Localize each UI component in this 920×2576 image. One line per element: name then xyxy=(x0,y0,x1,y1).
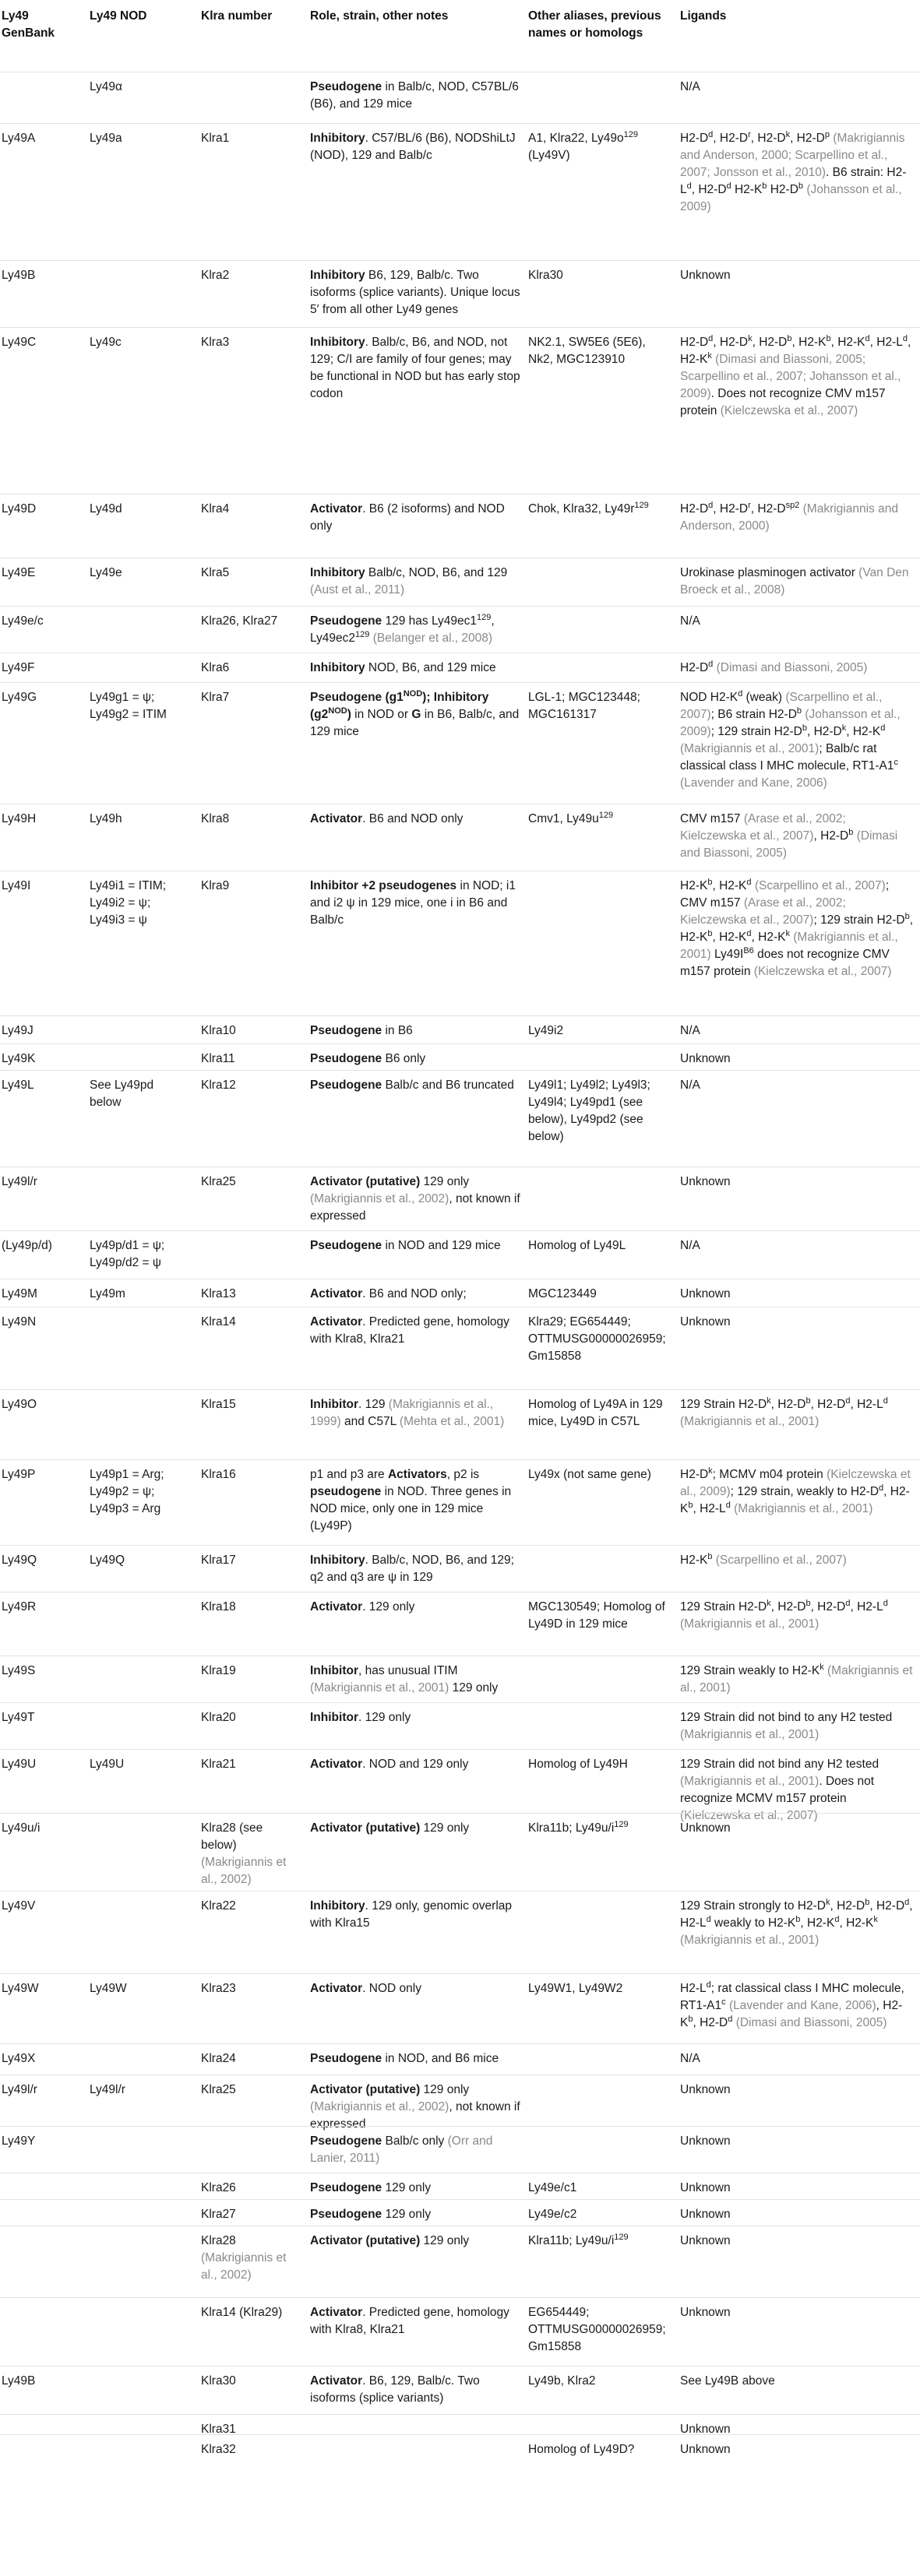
cell-genbank: Ly49V xyxy=(2,1899,36,1913)
cell-klra: Klra19 xyxy=(201,1664,236,1677)
table-row xyxy=(0,1749,920,1822)
header-role: Role, strain, other notes xyxy=(310,9,449,23)
cell-genbank: Ly49u/i xyxy=(2,1821,41,1835)
citation: (Dimasi and Biassoni, 2005; Scarpellino et al., 2007; Johansson et al., 2009) xyxy=(680,353,904,400)
cell-ligands: 129 Strain weakly to $H2-K^k$ (Makrigiannis et al., 2001) xyxy=(680,1662,916,1694)
cell-genbank: Ly49A xyxy=(2,132,36,145)
table-row xyxy=(0,2414,920,2435)
cell-klra: Klra25 xyxy=(201,1175,236,1188)
cell-klra: Klra32 xyxy=(201,2443,236,2456)
cell-klra: Klra9 xyxy=(201,879,230,892)
table-row xyxy=(0,1279,920,1307)
cell-role: Inhibitory. C57/BL/6 (B6), NODShiLtJ (NOD), 129 and Balb/c xyxy=(310,132,519,162)
cell-ligands: 129 Strain $H2-D^k$, $H2-D^b$, $H2-D^d$, $H2-L^d$ (Makrigiannis et al., 2001) xyxy=(680,1395,888,1428)
table-row xyxy=(0,2366,920,2415)
header-klra: Klra number xyxy=(201,9,273,23)
cell-genbank: Ly49M xyxy=(2,1287,37,1300)
header-nod: Ly49 NOD xyxy=(90,9,147,23)
cell-role: Inhibitory B6, 129, Balb/c. Two isoforms (splice variants). Unique locus 5′ from all other Ly49 genes xyxy=(310,269,523,316)
cell-genbank: Ly49S xyxy=(2,1664,36,1677)
table-row xyxy=(0,2226,920,2298)
cell-genbank: Ly49T xyxy=(2,1711,35,1724)
table-row xyxy=(0,2075,920,2131)
table-row xyxy=(0,1070,920,1167)
citation: (Van Den Broeck et al., 2008) xyxy=(680,566,912,596)
cell-klra: Klra24 xyxy=(201,2052,236,2065)
citation: (Makrigiannis et al., 2001) xyxy=(734,1502,873,1515)
cell-nod: Ly49W xyxy=(90,1982,127,1995)
cell-genbank: Ly49J xyxy=(2,1024,33,1037)
cell-aliases: Homolog of Ly49A in 129 mice, Ly49D in C57L xyxy=(528,1398,666,1428)
citation: (Makrigiannis and Anderson, 2000; Scarpellino et al., 2007; Jonsson et al., 2010) xyxy=(680,132,908,179)
cell-aliases: Ly49e/c1 xyxy=(528,2181,577,2194)
cell-klra: Klra18 xyxy=(201,1600,236,1614)
table-row xyxy=(0,2199,920,2226)
cell-klra: Klra3 xyxy=(201,336,230,349)
cell-klra: Klra5 xyxy=(201,566,230,579)
cell-ligands: Unknown xyxy=(680,2306,731,2319)
cell-ligands: Unknown xyxy=(680,1175,731,1188)
table-row xyxy=(0,1702,920,1750)
citation: (Makrigiannis et al., 2001) xyxy=(680,1934,820,1947)
cell-aliases: Klra11b; $Ly49u/i^{129}$ xyxy=(528,2232,629,2247)
citation: (Lavender and Kane, 2006) xyxy=(680,776,827,790)
cell-role: Activator. Predicted gene, homology with Klra8, Klra21 xyxy=(310,1315,513,1346)
cell-ligands: $H2-D^d$ (Dimasi and Biassoni, 2005) xyxy=(680,659,868,674)
table-row xyxy=(0,1891,920,1974)
cell-ligands: $H2-L^d$; rat classical class I MHC molecule, RT1-A1$^c$ (Lavender and Kane, 2006), $H2-K^b$, $H2-D^d$ (Dimasi and Biassoni, 2005) xyxy=(680,1980,908,2029)
cell-nod: See Ly49pd below xyxy=(90,1079,157,1109)
cell-nod: Ly49d xyxy=(90,502,122,516)
cell-role: p1 and p3 are Activators, p2 is pseudogene in NOD. Three genes in NOD mice, only one in 129 mice (Ly49P) xyxy=(310,1468,515,1533)
cell-role: Activator (putative) 129 only xyxy=(310,2234,470,2247)
cell-genbank: (Ly49p/d) xyxy=(2,1239,52,1252)
table-row xyxy=(0,804,920,871)
cell-klra: Klra6 xyxy=(201,661,230,674)
cell-aliases: Chok, Klra32, $Ly49r^{129}$ xyxy=(528,500,649,516)
citation: (Makrigiannis et al., 2001) xyxy=(680,1775,820,1788)
cell-nod: Ly49p1 = Arg; Ly49p2 = ψ; Ly49p3 = Arg xyxy=(90,1468,167,1515)
cell-genbank: Ly49B xyxy=(2,2374,36,2388)
citation: (Mehta et al., 2001) xyxy=(399,1415,505,1428)
cell-role: Inhibitory. Balb/c, NOD, B6, and 129; q2 and q3 are ψ in 129 xyxy=(310,1554,518,1584)
cell-aliases: EG654449; OTTMUSG00000026959; Gm15858 xyxy=(528,2306,669,2353)
cell-genbank: Ly49Q xyxy=(2,1554,37,1567)
cell-klra: Klra14 (Klra29) xyxy=(201,2306,283,2319)
cell-role: Pseudogene $(g1^{NOD})$; Inhibitory $(g2^{NOD})$ in NOD or G in B6, Balb/c, and 129 mice xyxy=(310,688,523,738)
table-row xyxy=(0,1015,920,1044)
citation: (Kielczewska et al., 2009) xyxy=(680,1468,915,1498)
header-ligands: Ligands xyxy=(680,9,727,23)
cell-genbank: Ly49G xyxy=(2,691,37,704)
cell-nod: Ly49i1 = ITIM; Ly49i2 = ψ; Ly49i3 = ψ xyxy=(90,879,170,927)
cell-klra: Klra25 xyxy=(201,2083,236,2096)
citation: (Aust et al., 2011) xyxy=(310,583,405,596)
table-row xyxy=(0,1389,920,1460)
citation: (Kielczewska et al., 2007) xyxy=(720,404,858,417)
header-genbank: Ly49 GenBank xyxy=(2,9,55,40)
citation: (Orr and Lanier, 2011) xyxy=(310,2134,496,2165)
cell-aliases: NK2.1, SW5E6 (5E6), Nk2, MGC123910 xyxy=(528,336,650,366)
cell-aliases: Klra29; EG654449; OTTMUSG00000026959; Gm15858 xyxy=(528,1315,669,1363)
cell-ligands: Unknown xyxy=(680,1287,731,1300)
cell-aliases: MGC123449 xyxy=(528,1287,597,1300)
table-row xyxy=(0,1656,920,1703)
citation: (Makrigiannis et al., 2001) xyxy=(310,1681,449,1694)
cell-ligands: N/A xyxy=(680,614,700,628)
cell-genbank: Ly49Y xyxy=(2,2134,36,2148)
cell-ligands: Unknown xyxy=(680,2083,731,2096)
cell-nod: Ly49a xyxy=(90,132,122,145)
cell-aliases: Ly49e/c2 xyxy=(528,2208,577,2221)
cell-genbank: Ly49l/r xyxy=(2,2083,37,2096)
cell-aliases: Klra30 xyxy=(528,269,563,282)
cell-klra: Klra10 xyxy=(201,1024,236,1037)
citation: (Scarpellino et al., 2007) xyxy=(715,1554,847,1567)
table-row xyxy=(0,682,920,804)
cell-klra: Klra26, Klra27 xyxy=(201,614,278,628)
cell-klra: Klra26 xyxy=(201,2181,236,2194)
cell-nod: Ly49l/r xyxy=(90,2083,125,2096)
cell-ligands: N/A xyxy=(680,2052,700,2065)
cell-genbank: Ly49l/r xyxy=(2,1175,37,1188)
cell-role: Inhibitor, has unusual ITIM (Makrigiannis et al., 2001) 129 only xyxy=(310,1664,499,1694)
table-row xyxy=(0,1043,920,1071)
cell-klra: Klra2 xyxy=(201,269,230,282)
citation: (Kielczewska et al., 2007) xyxy=(680,1809,818,1822)
cell-ligands: Unknown xyxy=(680,269,731,282)
cell-klra: Klra16 xyxy=(201,1468,236,1481)
cell-ligands: Unknown xyxy=(680,2423,731,2436)
citation: (Kielczewska et al., 2007) xyxy=(753,965,892,978)
cell-role: Activator. NOD only xyxy=(310,1982,421,1995)
cell-ligands: Unknown xyxy=(680,2134,731,2148)
cell-klra: Klra30 xyxy=(201,2374,236,2388)
table-row xyxy=(0,260,920,328)
cell-aliases: Cmv1, $Ly49u^{129}$ xyxy=(528,810,614,825)
citation: (Makrigiannis et al., 2001) xyxy=(680,1664,916,1694)
cell-ligands: 129 Strain did not bind any H2 tested (Makrigiannis et al., 2001). Does not recognize MCMV m157 protein (Kielczewska et al., 2007) xyxy=(680,1758,883,1822)
table-row xyxy=(0,1230,920,1279)
cell-ligands: $H2-D^d$, $H2-D^r$, $H2-D^{sp2}$ (Makrigiannis and Anderson, 2000) xyxy=(680,500,901,533)
cell-aliases: Ly49b, Klra2 xyxy=(528,2374,596,2388)
citation: (Makrigiannis et al., 2001) xyxy=(680,1728,820,1741)
cell-klra: Klra13 xyxy=(201,1287,236,1300)
citation: (Makrigiannis et al., 2002) xyxy=(310,2100,449,2113)
cell-klra: Klra1 xyxy=(201,132,230,145)
cell-genbank: Ly49B xyxy=(2,269,36,282)
cell-role: Pseudogene in NOD, and B6 mice xyxy=(310,2052,499,2065)
cell-klra: Klra28 (Makrigiannis et al., 2002) xyxy=(201,2234,290,2282)
table-row xyxy=(0,653,920,683)
citation: (Makrigiannis et al., 2002) xyxy=(201,1856,290,1886)
cell-aliases: Ly49W1, Ly49W2 xyxy=(528,1982,623,1995)
cell-genbank: Ly49H xyxy=(2,812,37,825)
cell-ligands: N/A xyxy=(680,1024,700,1037)
table-row xyxy=(0,123,920,261)
citation: (Arase et al., 2002; Kielczewska et al., 2007) xyxy=(680,812,850,843)
cell-nod: Ly49p/d1 = ψ; Ly49p/d2 = ψ xyxy=(90,1239,168,1269)
cell-genbank: Ly49E xyxy=(2,566,36,579)
citation: (Dimasi and Biassoni, 2005) xyxy=(680,829,901,860)
citation: (Makrigiannis et al., 2001) xyxy=(680,1415,820,1428)
cell-klra: Klra15 xyxy=(201,1398,236,1411)
cell-nod: Ly49h xyxy=(90,812,122,825)
citation: (Scarpellino et al., 2007) xyxy=(680,691,886,721)
cell-role: Activator. Predicted gene, homology with Klra8, Klra21 xyxy=(310,2306,513,2336)
cell-genbank: Ly49X xyxy=(2,2052,36,2065)
citation: (Makrigiannis et al., 2001) xyxy=(680,1617,820,1631)
cell-role: Activator (putative) 129 only (Makrigiannis et al., 2002), not known if expressed xyxy=(310,1175,523,1223)
cell-ligands: NOD $H2-K^d$ (weak) (Scarpellino et al., 2007); B6 strain $H2-D^b$ (Johansson et al., 2009); 129 strain $H2-D^b$, $H2-D^k$, $H2-K^d$ (Makrigiannis et al., 2001); Balb/c rat classical class I MHC molecule, RT1-A1$^c$ (Lavender and Kane, 2006) xyxy=(680,688,904,790)
cell-klra: Klra21 xyxy=(201,1758,236,1771)
cell-ligands: Unknown xyxy=(680,2208,731,2221)
cell-role: Inhibitory. Balb/c, B6, and NOD, not 129; C/I are family of four genes; may be functional in NOD but has early stop codon xyxy=(310,336,523,400)
citation: (Belanger et al., 2008) xyxy=(372,632,493,645)
cell-role: Activator. NOD and 129 only xyxy=(310,1758,469,1771)
citation: (Makrigiannis et al., 2001) xyxy=(680,742,820,755)
cell-klra: Klra31 xyxy=(201,2423,236,2436)
cell-aliases: Ly49x (not same gene) xyxy=(528,1468,651,1481)
cell-ligands: $H2-K^b$ (Scarpellino et al., 2007) xyxy=(680,1551,847,1567)
cell-role: Activator (putative) 129 only xyxy=(310,1821,470,1835)
cell-role: Pseudogene B6 only xyxy=(310,1052,426,1065)
cell-genbank: Ly49W xyxy=(2,1982,39,1995)
cell-role: Pseudogene 129 has $Ly49ec1^{129}$, $Ly49ec2^{129}$ (Belanger et al., 2008) xyxy=(310,612,498,645)
cell-klra: Klra17 xyxy=(201,1554,236,1567)
cell-genbank: Ly49L xyxy=(2,1079,34,1092)
cell-ligands: 129 Strain strongly to $H2-D^k$, $H2-D^b$, $H2-D^d$, $H2-L^d$ weakly to $H2-K^b$, $H2-K^d$, $H2-K^k$ (Makrigiannis et al., 2001) xyxy=(680,1897,916,1947)
cell-genbank: Ly49I xyxy=(2,879,31,892)
table-row xyxy=(0,1545,920,1592)
cell-genbank: Ly49D xyxy=(2,502,37,516)
table-row xyxy=(0,2434,920,2463)
cell-genbank: Ly49U xyxy=(2,1758,37,1771)
cell-aliases: Homolog of Ly49H xyxy=(528,1758,628,1771)
cell-genbank: Ly49F xyxy=(2,661,35,674)
cell-ligands: See Ly49B above xyxy=(680,2374,775,2388)
citation: (Dimasi and Biassoni, 2005) xyxy=(716,661,868,674)
cell-nod: Ly49m xyxy=(90,1287,125,1300)
table-row xyxy=(0,2297,920,2367)
cell-nod: Ly49g1 = ψ; Ly49g2 = ITIM xyxy=(90,691,167,721)
table-row xyxy=(0,2173,920,2200)
table-header xyxy=(0,0,920,72)
cell-aliases: LGL-1; MGC123448; MGC161317 xyxy=(528,691,644,721)
cell-role: Pseudogene in B6 xyxy=(310,1024,413,1037)
cell-role: Pseudogene 129 only xyxy=(310,2181,432,2194)
table-row xyxy=(0,2043,920,2075)
table-row xyxy=(0,871,920,1016)
cell-aliases: MGC130549; Homolog of Ly49D in 129 mice xyxy=(528,1600,669,1631)
cell-ligands: Urokinase plasminogen activator (Van Den Broeck et al., 2008) xyxy=(680,566,912,596)
cell-nod: Ly49Q xyxy=(90,1554,125,1567)
cell-nod: Ly49U xyxy=(90,1758,125,1771)
cell-ligands: Unknown xyxy=(680,1821,731,1835)
cell-klra: Klra14 xyxy=(201,1315,236,1328)
cell-ligands: CMV m157 (Arase et al., 2002; Kielczewska et al., 2007), $H2-D^b$ (Dimasi and Biassoni, 2005) xyxy=(680,812,901,860)
cell-klra: Klra27 xyxy=(201,2208,236,2221)
table-row xyxy=(0,1307,920,1390)
cell-aliases: A1, Klra22, $Ly49o^{129}$ (Ly49V) xyxy=(528,129,642,162)
citation: (Makrigiannis et al., 2002) xyxy=(201,2251,290,2282)
cell-klra: Klra20 xyxy=(201,1711,236,1724)
citation: (Makrigiannis et al., 1999) xyxy=(310,1398,497,1428)
cell-ligands: $H2-D^k$; MCMV m04 protein (Kielczewska et al., 2009); 129 strain, weakly to $H2-D^d$, $H2-K^b$, $H2-L^d$ (Makrigiannis et al., 2001) xyxy=(680,1466,915,1515)
citation: (Dimasi and Biassoni, 2005) xyxy=(735,2016,887,2029)
cell-ligands: Unknown xyxy=(680,1315,731,1328)
cell-genbank: Ly49O xyxy=(2,1398,37,1411)
cell-ligands: $H2-D^d$, $H2-D^r$, $H2-D^k$, $H2-D^p$ (Makrigiannis and Anderson, 2000; Scarpellino et al., 2007; Jonsson et al., 2010). B6 strain: $H2-L^d$, $H2-D^d$ $H2-K^b$ $H2-D^b$ (Johansson et al., 2009) xyxy=(680,129,908,213)
cell-role: Activator. B6 (2 isoforms) and NOD only xyxy=(310,502,509,533)
cell-role: Activator. 129 only xyxy=(310,1600,415,1614)
cell-klra: Klra4 xyxy=(201,502,230,516)
cell-role: Inhibitory. 129 only, genomic overlap with Klra15 xyxy=(310,1899,516,1930)
cell-genbank: Ly49K xyxy=(2,1052,36,1065)
cell-role: Pseudogene in NOD and 129 mice xyxy=(310,1239,501,1252)
cell-nod: Ly49c xyxy=(90,336,122,349)
table-row xyxy=(0,1592,920,1656)
cell-role: Pseudogene Balb/c and B6 truncated xyxy=(310,1079,514,1092)
cell-ligands: Unknown xyxy=(680,2443,731,2456)
citation: (Makrigiannis et al., 2001) xyxy=(680,931,901,961)
table-row xyxy=(0,1973,920,2044)
cell-role: Inhibitory NOD, B6, and 129 mice xyxy=(310,661,496,674)
cell-nod: Ly49α xyxy=(90,80,122,93)
cell-klra: Klra12 xyxy=(201,1079,236,1092)
citation: (Johansson et al., 2009) xyxy=(680,708,904,738)
cell-ligands: N/A xyxy=(680,1079,700,1092)
cell-klra: Klra11 xyxy=(201,1052,235,1065)
citation: (Scarpellino et al., 2007) xyxy=(754,879,886,892)
cell-klra: Klra22 xyxy=(201,1899,236,1913)
table-row xyxy=(0,2126,920,2173)
cell-role: Activator (putative) 129 only (Makrigiannis et al., 2002), not known if expressed xyxy=(310,2083,523,2131)
cell-genbank: Ly49N xyxy=(2,1315,37,1328)
cell-aliases: Ly49i2 xyxy=(528,1024,564,1037)
table-row xyxy=(0,558,920,607)
cell-role: Inhibitor +2 pseudogenes in NOD; i1 and i2 ψ in 129 mice, one i in B6 and Balb/c xyxy=(310,879,520,927)
cell-ligands: N/A xyxy=(680,1239,700,1252)
cell-role: Pseudogene Balb/c only (Orr and Lanier, 2011) xyxy=(310,2134,496,2165)
cell-role: Pseudogene in Balb/c, NOD, C57BL/6 (B6), and 129 mice xyxy=(310,80,523,111)
header-aliases: Other aliases, previous names or homologs xyxy=(528,9,664,40)
cell-klra: Klra28 (see below) (Makrigiannis et al., 2002) xyxy=(201,1821,290,1886)
cell-role: Activator. B6 and NOD only; xyxy=(310,1287,467,1300)
cell-role: Inhibitor. 129 only xyxy=(310,1711,411,1724)
cell-genbank: Ly49R xyxy=(2,1600,37,1614)
cell-role: Pseudogene 129 only xyxy=(310,2208,432,2221)
table-row xyxy=(0,327,920,494)
cell-klra: Klra7 xyxy=(201,691,230,704)
cell-ligands: Unknown xyxy=(680,1052,731,1065)
cell-ligands: Unknown xyxy=(680,2181,731,2194)
citation: (Makrigiannis et al., 2002) xyxy=(310,1192,449,1205)
cell-role: Inhibitory Balb/c, NOD, B6, and 129 (Aust et al., 2011) xyxy=(310,566,511,596)
citation: (Makrigiannis and Anderson, 2000) xyxy=(680,502,901,533)
table-row xyxy=(0,606,920,653)
cell-aliases: Klra11b; $Ly49u/i^{129}$ xyxy=(528,1819,629,1835)
citation: (Lavender and Kane, 2006) xyxy=(728,1999,876,2012)
cell-aliases: Homolog of Ly49L xyxy=(528,1239,626,1252)
cell-ligands: $H2-K^b$, $H2-K^d$ (Scarpellino et al., 2007); CMV m157 (Arase et al., 2002; Kielczewska et al., 2007); 129 strain $H2-D^b$, $H2-K^b$, $H2-K^d$, $H2-K^k$ (Makrigiannis et al., 2001) $Ly49I^{B6}$ does not recognize CMV m157 protein (Kielczewska et al., 2007) xyxy=(680,877,917,978)
citation: (Johansson et al., 2009) xyxy=(680,183,906,213)
cell-role: Activator. B6, 129, Balb/c. Two isoforms (splice variants) xyxy=(310,2374,483,2405)
cell-klra: Klra23 xyxy=(201,1982,236,1995)
cell-ligands: $H2-D^d$, $H2-D^k$, $H2-D^b$, $H2-K^b$, $H2-K^d$, $H2-L^d$, $H2-K^k$ (Dimasi and Biassoni, 2005; Scarpellino et al., 2007; Johansson et al., 2009). Does not recognize CMV m157 protein (Kielczewska et al., 2007) xyxy=(680,333,915,417)
table-row xyxy=(0,1167,920,1231)
cell-ligands: Unknown xyxy=(680,2234,731,2247)
table-row xyxy=(0,72,920,124)
cell-aliases: Homolog of Ly49D? xyxy=(528,2443,635,2456)
cell-role: Activator. B6 and NOD only xyxy=(310,812,464,825)
table-row xyxy=(0,1813,920,1892)
cell-genbank: Ly49e/c xyxy=(2,614,44,628)
cell-klra: Klra8 xyxy=(201,812,230,825)
table-row xyxy=(0,1459,920,1546)
table-row xyxy=(0,494,920,558)
cell-genbank: Ly49P xyxy=(2,1468,36,1481)
cell-nod: Ly49e xyxy=(90,566,122,579)
cell-ligands: N/A xyxy=(680,80,700,93)
cell-ligands: 129 Strain did not bind to any H2 tested (Makrigiannis et al., 2001) xyxy=(680,1711,896,1741)
cell-role: Inhibitor. 129 (Makrigiannis et al., 1999) and C57L (Mehta et al., 2001) xyxy=(310,1398,505,1428)
citation: (Arase et al., 2002; Kielczewska et al., 2007) xyxy=(680,896,850,927)
cell-aliases: Ly49l1; Ly49l2; Ly49l3; Ly49l4; Ly49pd1 (see below), Ly49pd2 (see below) xyxy=(528,1079,654,1143)
cell-genbank: Ly49C xyxy=(2,336,37,349)
cell-ligands: 129 Strain $H2-D^k$, $H2-D^b$, $H2-D^d$, $H2-L^d$ (Makrigiannis et al., 2001) xyxy=(680,1598,888,1631)
